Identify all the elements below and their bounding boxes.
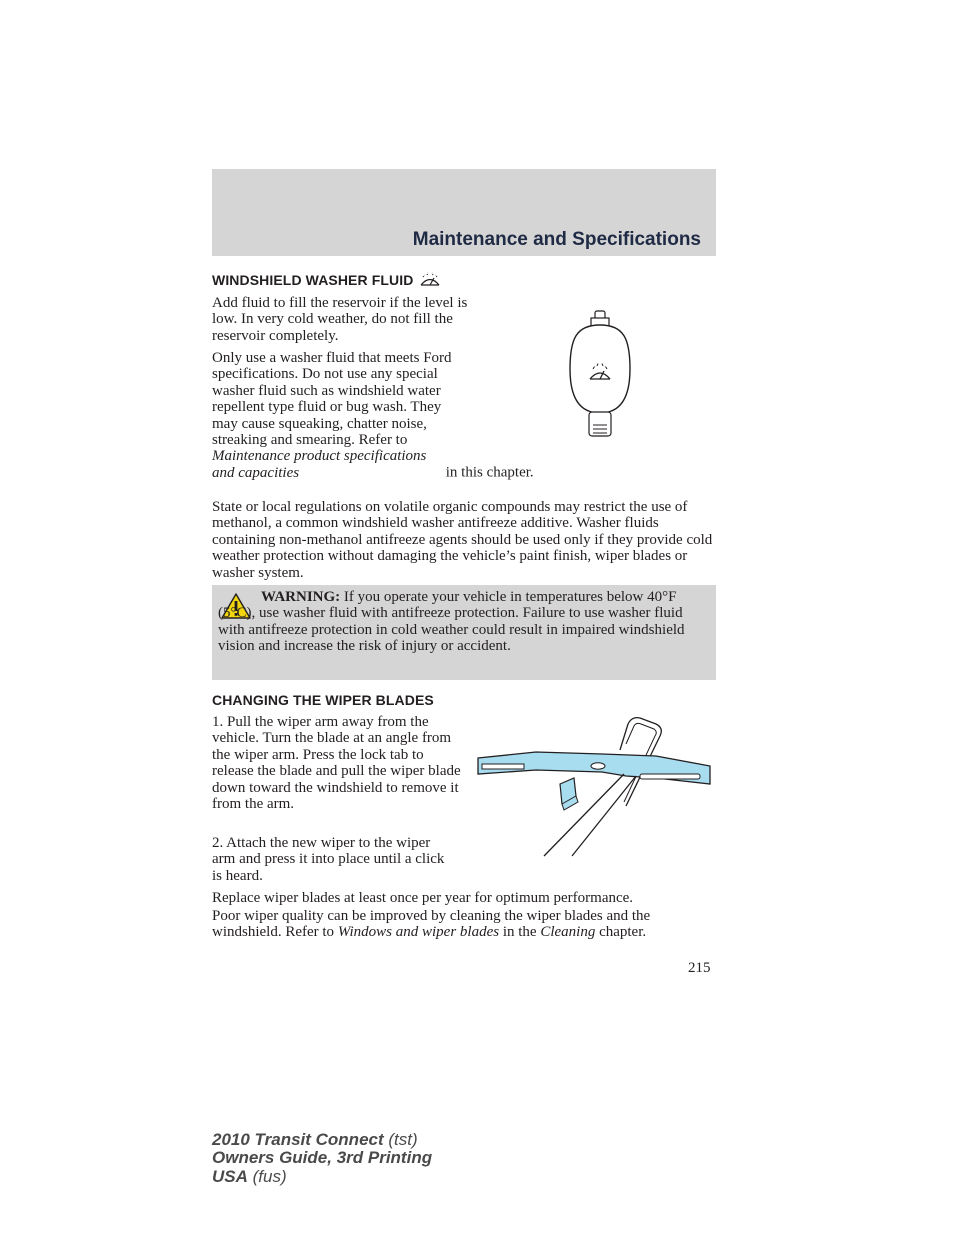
- page-number: 215: [688, 960, 711, 976]
- poor-wiper-paragraph: [212, 908, 718, 941]
- reference-link-text: Maintenance product specifications and capacities: [212, 448, 427, 481]
- warning-body: If you operate your vehicle in temperatures below 40°F (5°C), use washer fluid with antifreeze protection. Failure to use washer fluid with antifreeze protection in cold weather could result in impaired windshield vision and increase the risk of injury or accident.: [218, 589, 685, 655]
- washer-fluid-heading: [212, 271, 441, 288]
- wiper-step-2: [212, 835, 452, 884]
- wiper-blade-illustration: [476, 714, 712, 858]
- reference-link-text: Windows and wiper blades: [337, 924, 500, 941]
- paragraph-text: Replace wiper blades at least once per year for optimum performance.: [212, 890, 634, 906]
- paragraph-reference: [212, 448, 542, 481]
- text-span: chapter.: [595, 924, 647, 941]
- paragraph-text: 2. Attach the new wiper to the wiper arm and press it into place until a click is heard.: [212, 835, 445, 884]
- wiper-step-1: [212, 714, 464, 812]
- replace-paragraph: [212, 890, 718, 906]
- washer-reservoir-illustration: [562, 309, 638, 439]
- footer-market: USA: [212, 1166, 248, 1186]
- washer-fluid-paragraph-3: [212, 499, 718, 581]
- washer-fluid-paragraph-1: [212, 295, 468, 344]
- paragraph-text: in this chapter.: [442, 464, 534, 481]
- paragraph-text: [212, 908, 718, 941]
- warning-text: [218, 589, 708, 655]
- paragraph-text: Add fluid to fill the reservoir if the level is low. In very cold weather, do not fill the reservoir completely.: [212, 295, 468, 344]
- footer-line-3: [212, 1168, 432, 1186]
- paragraph-text: State or local regulations on volatile organic compounds may restrict the use of methanol, a common windshield washer antifreeze additive. Washer fluids containing non-methanol antifreeze agents should be used only if they provide cold weather protection without damaging the vehicle’s paint finish, wiper blades or washer system.: [212, 499, 713, 581]
- footer-model: 2010 Transit Connect: [212, 1130, 384, 1149]
- footer-line-1: [212, 1131, 432, 1149]
- windshield-washer-icon: [419, 271, 441, 288]
- paragraph-text: 1. Pull the wiper arm away from the vehicle. Turn the blade at an angle from the wiper arm. Press the lock tab to release the blade and pull the wiper blade down toward the windshield to remove it from the arm.: [212, 714, 461, 813]
- wiper-blades-heading: CHANGING THE WIPER BLADES: [212, 692, 434, 708]
- text-span: Poor wiper quality can be improved by cleaning the wiper blades and the windshield. Refer to: [212, 908, 651, 941]
- paragraph-text: Only use a washer fluid that meets Ford specifications. Do not use any special washer fluid such as windshield water repellent type fluid or bug wash. They may cause squeaking, chatter noise, streaking and smearing. Refer to: [212, 350, 452, 449]
- section-title: Maintenance and Specifications: [412, 229, 701, 250]
- footer-model-code: (tst): [383, 1130, 418, 1149]
- washer-fluid-paragraph-2: [212, 350, 542, 481]
- washer-fluid-heading-text: WINDSHIELD WASHER FLUID: [212, 272, 414, 288]
- warning-box: [212, 585, 716, 680]
- text-span: in the: [499, 924, 541, 941]
- header-band: [212, 169, 716, 256]
- footer-line-2: Owners Guide, 3rd Printing: [212, 1148, 433, 1168]
- footer-market-code: (fus): [247, 1166, 287, 1186]
- warning-label: WARNING:: [261, 589, 341, 605]
- footer: [212, 1131, 432, 1186]
- reference-link-text: Cleaning: [540, 924, 596, 941]
